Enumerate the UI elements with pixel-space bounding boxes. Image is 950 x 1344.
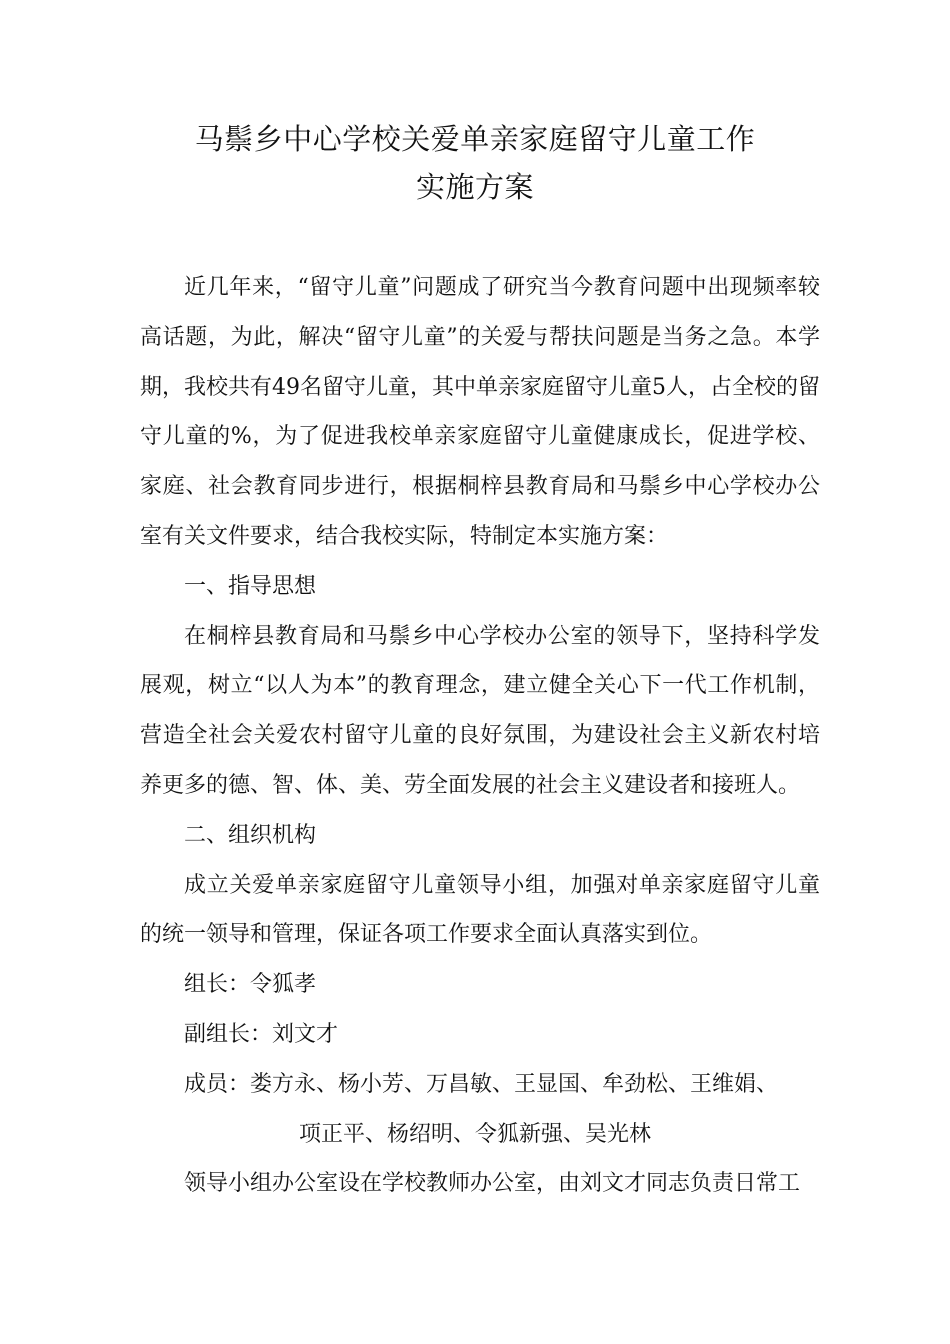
document-title-line2: 实施方案 — [415, 170, 534, 204]
document-body — [140, 263, 820, 1209]
organization-paragraph: 成立关爱单亲家庭留守儿童领导小组，加强对单亲家庭留守儿童的统一领导和管理，保证各项工作要求全面认真落实到位。 — [140, 872, 820, 948]
intro-paragraph: 近几年来，“留守儿童”问题成了研究当今教育问题中出现频率较高话题，为此，解决“留守儿童”的关爱与帮扶问题是当务之急。本学期，我校共有49名留守儿童，其中单亲家庭留守儿童5人，占全校的留守儿童的%，为了促进我校单亲家庭留守儿童健康成长，促进学校、家庭、社会教育同步进行，根据桐梓县教育局和马鬃乡中心学校办公室有关文件要求，结合我校实际，特制定本实施方案： — [140, 275, 820, 549]
section-heading-guiding-ideology: 一、指导思想 — [184, 573, 317, 599]
office-paragraph: 领导小组办公室设在学校教师办公室，由刘文才同志负责日常工 — [184, 1171, 801, 1197]
deputy-leader-line: 副组长：刘文才 — [184, 1021, 339, 1047]
group-leader-line: 组长：令狐孝 — [184, 972, 317, 998]
members-line: 成员：娄方永、杨小芳、万昌敏、王显国、牟劲松、王维娟、 — [184, 1071, 779, 1097]
document-title-line1: 马鬃乡中心学校关爱单亲家庭留守儿童工作 — [194, 122, 756, 156]
section-heading-organization: 二、组织机构 — [184, 822, 317, 848]
members-line-continued: 项正平、杨绍明、令狐新强、吴光林 — [298, 1121, 651, 1147]
guiding-ideology-paragraph: 在桐梓县教育局和马鬃乡中心学校办公室的领导下，坚持科学发展观，树立“以人为本”的教育理念，建立健全关心下一代工作机制，营造全社会关爱农村留守儿童的良好氛围，为建设社会主义新农村培养更多的德、智、体、美、劳全面发展的社会主义建设者和接班人。 — [140, 623, 820, 798]
